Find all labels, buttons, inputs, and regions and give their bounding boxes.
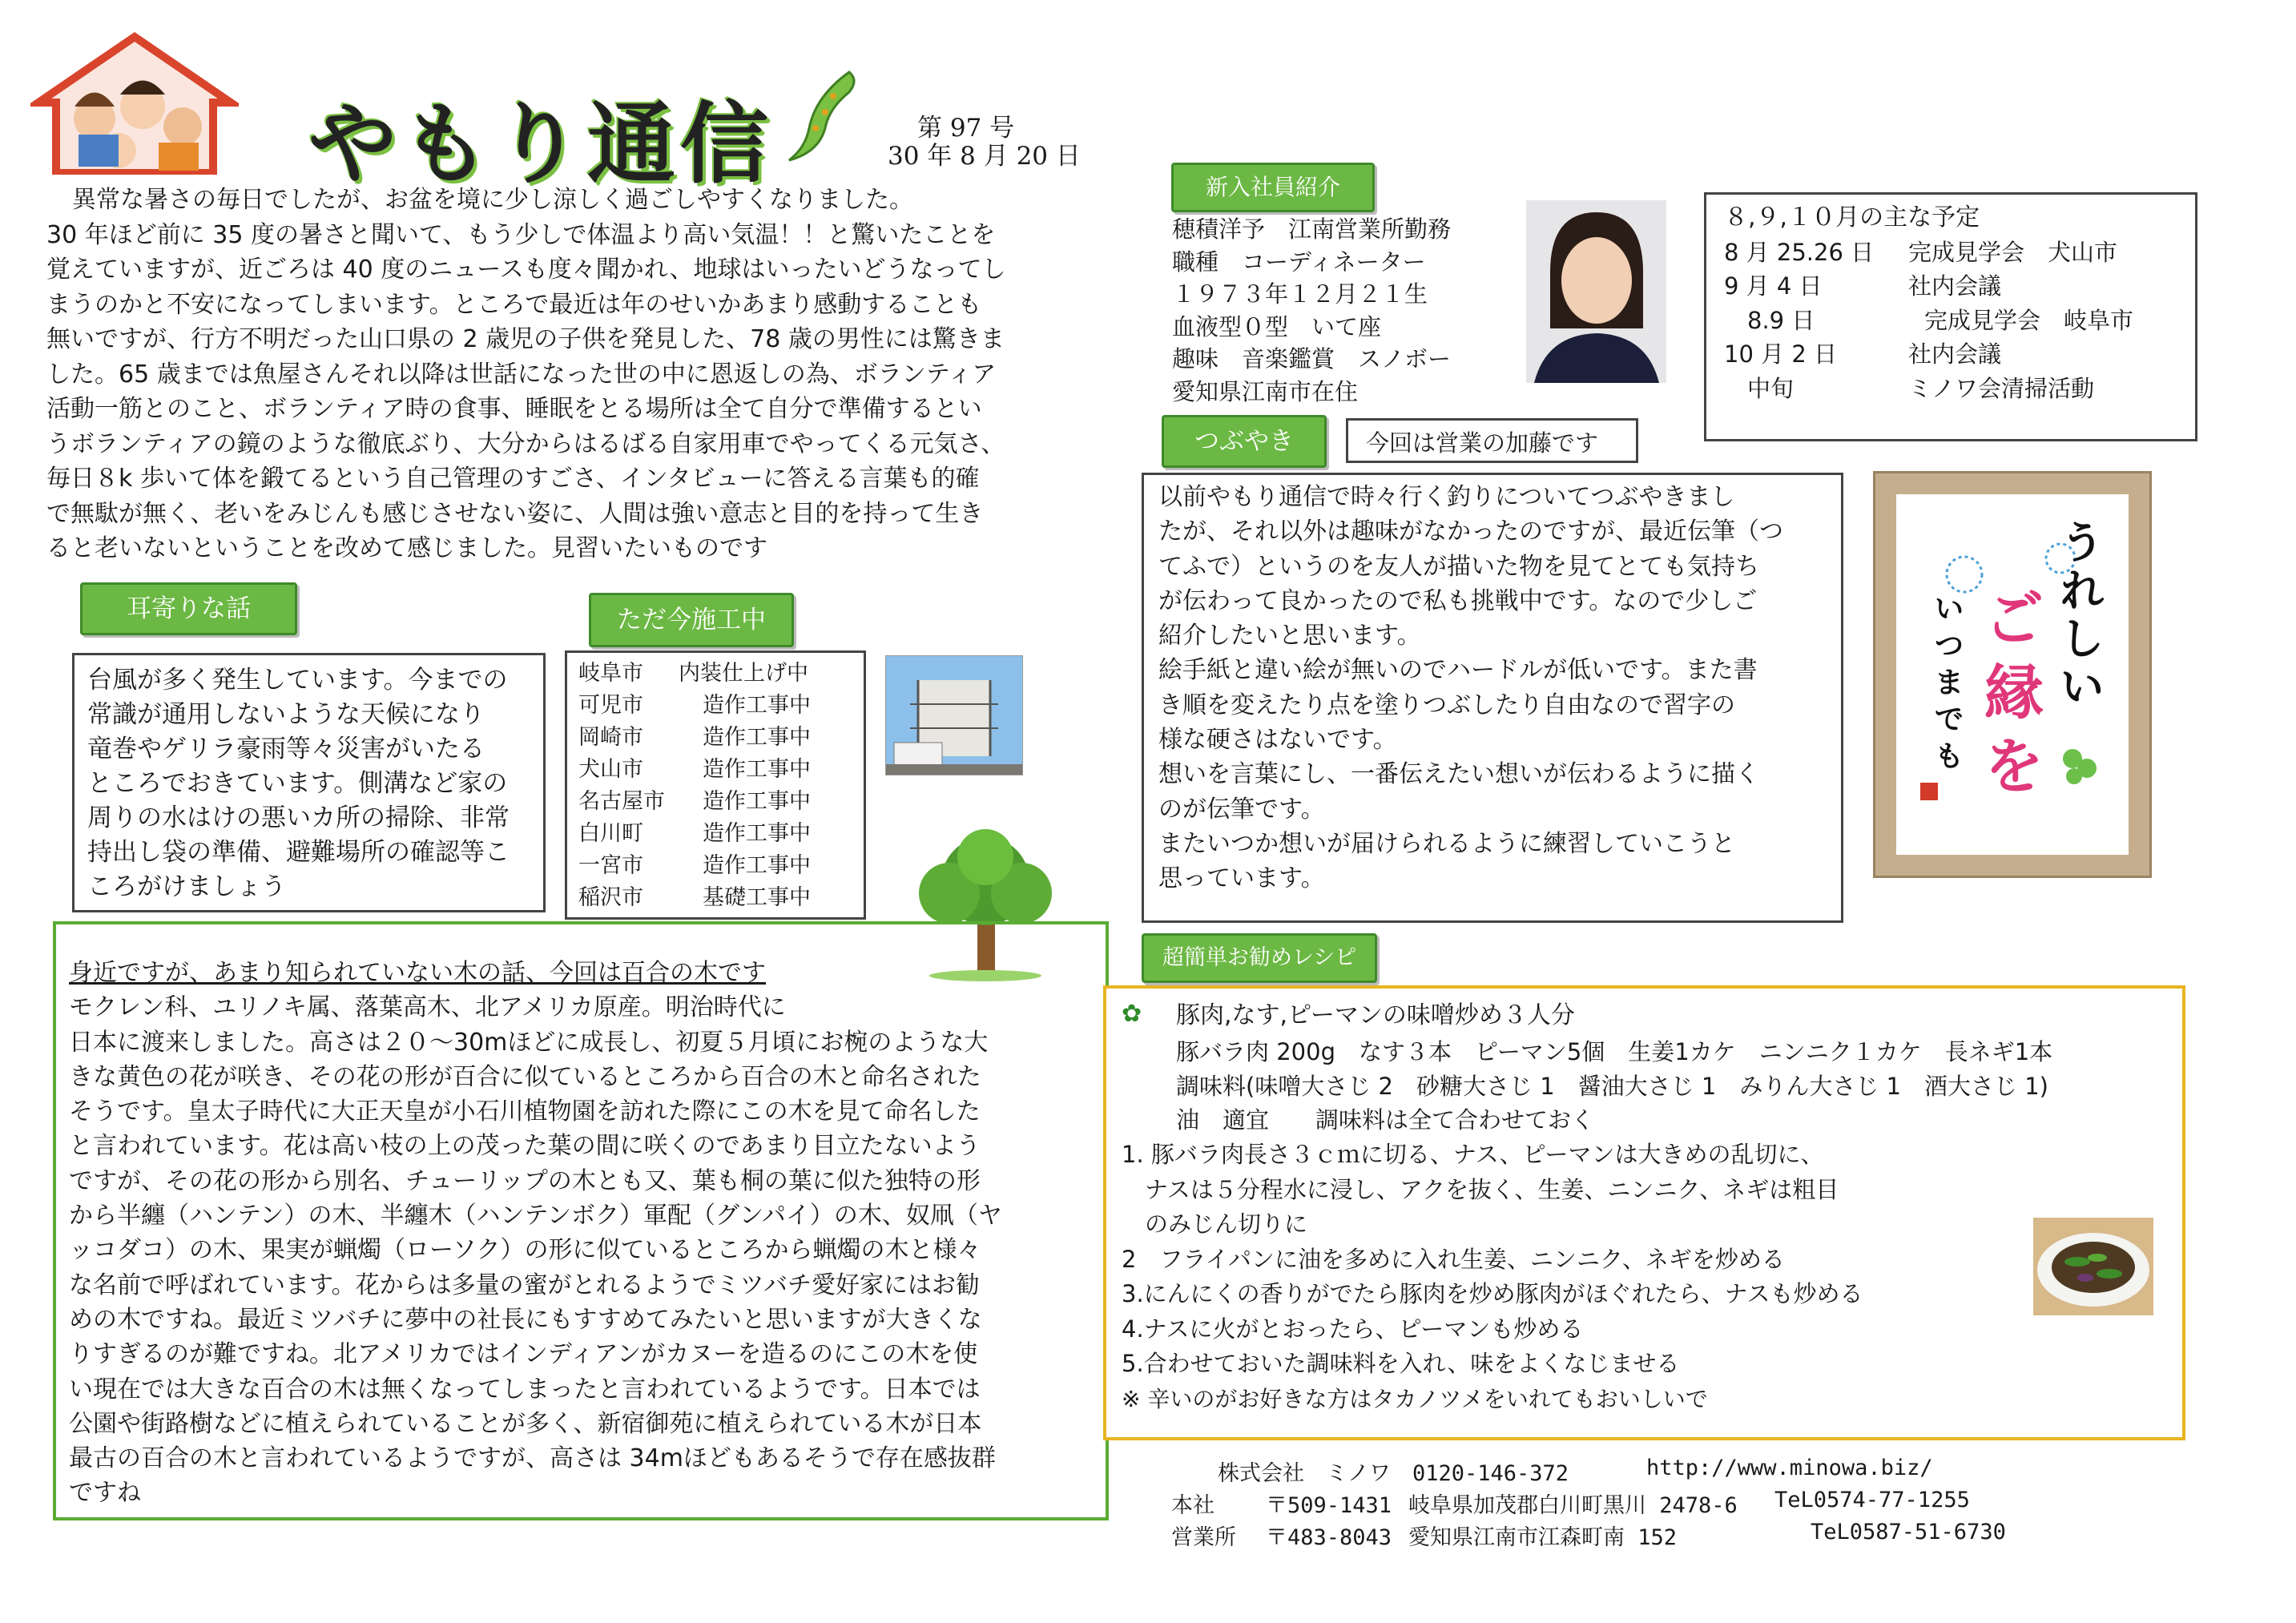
recipe-step: のみじん切りに [1122, 1210, 1308, 1238]
tree-story-line: きな黄色の花が咲き、その花の形が百合に似ているところから百合の木と命名された [69, 1062, 981, 1091]
tsubuyaki-line: が伝わって良かったので私も挑戦中です。なので少しご [1158, 586, 1758, 615]
company-url[interactable]: http://www.minowa.biz/ [1646, 1456, 1933, 1480]
tsubuyaki-line: のが伝筆です。 [1158, 795, 1325, 824]
tree-story-line: 最古の百合の木と言われているようですが、高さは 34mほどもあるそうで存在感抜群 [69, 1444, 996, 1473]
intro-line: 毎日８k 歩いて体を鍛てるという自己管理のすごさ、インタビューに答える言葉も的確 [46, 465, 980, 493]
construction-row: 可児市 造作工事中 [578, 693, 811, 718]
intro-line: 異常な暑さの毎日でしたが、お盆を境に少し涼しく過ごしやすくなりました。 [72, 186, 913, 214]
tree-story-line: めの木ですね。最近ミツバチに夢中の社長にもすすめてみたいと思いますが大きくな [69, 1305, 982, 1334]
intro-line: まうのかと不安になってしまいます。ところで最近は年のせいかあまり感動することも [46, 290, 982, 319]
tsubuyaki-line: 紹介したいと思います。 [1158, 622, 1421, 650]
tsubuyaki-line: たが、それ以外は趣味がなかったのですが、最近伝筆（つ [1158, 518, 1783, 546]
employee-line: 趣味 音楽鑑賞 スノボー [1172, 345, 1452, 373]
mimiyori-line: 竜巻やゲリラ豪雨等々災害がいたる [87, 735, 485, 763]
company-name: 株式会社 ミノワ 0120-146-372 [1218, 1461, 1569, 1486]
calligraphy-col2: ご縁を [1984, 585, 2044, 801]
recipe-step: 5.合わせておいた調味料を入れ、味をよくなじませる [1122, 1350, 1680, 1377]
construction-photo [885, 655, 1023, 775]
calligraphy-frame [1873, 471, 2152, 878]
schedule-row: 8.9 日 完成見学会 岐阜市 [1724, 306, 2134, 334]
tree-story-line: そうです。皇太子時代に大正天皇が小石川植物園を訪れた際にこの木を見て命名した [69, 1097, 981, 1126]
tree-story-line: から半纏（ハンテン）の木、半纏木（ハンテンボク）軍配（グンパイ）の木、奴凧（ヤ [69, 1202, 1002, 1230]
construction-row: 白川町 造作工事中 [578, 821, 811, 846]
tree-story-line: りすぎるのが難ですね。北アメリカではインディアンがカヌーを造るのにこの木を使 [69, 1340, 978, 1369]
construction-row: 一宮市 造作工事中 [578, 853, 811, 878]
tree-story-line: 日本に渡来しました。高さは２０～30mほどに成長し、初夏５月頃にお椀のような大 [69, 1028, 989, 1057]
intro-line: で無駄が無く、老いをみじんも感じさせない姿に、人間は強い意志と目的を持って生き [46, 499, 984, 528]
intro-line: 30 年ほど前に 35 度の暑さと聞いて、もう少しで体温より高い気温！！と驚いたことを [46, 220, 996, 249]
mimiyori-line: 台風が多く発生しています。今までの [87, 666, 508, 695]
tree-story-line: 公園や街路樹などに植えられていることが多く、新宿御苑に植えられている木が日本 [69, 1409, 982, 1438]
ingredient-line: 油 適宜 調味料は全て合わせておく [1176, 1106, 1595, 1134]
tsubuyaki-line: またいつか想いが届けられるように練習していこうと [1158, 829, 1735, 858]
tree-story-line: ですね [69, 1479, 141, 1508]
tree-story-title: 身近ですが、あまり知られていない木の話、今回は百合の木です [69, 959, 766, 987]
mimiyori-line: ころがけましょう [87, 872, 286, 901]
employee-line: １９７３年１２月２１生 [1172, 280, 1428, 308]
ingredient-line: 豚バラ肉 200g なす３本 ピーマン5個 生姜1カケ ニンニク１カケ 長ネギ1本 [1176, 1038, 2053, 1065]
employee-photo [1526, 200, 1666, 383]
construction-row: 稲沢市 基礎工事中 [578, 885, 811, 910]
recipe-step: 3.にんにくの香りがでたら豚肉を炒め豚肉がほぐれたら、ナスも炒める [1122, 1280, 1863, 1307]
newsletter-title: やもり通信 [308, 93, 773, 195]
recipe-steps [1122, 1138, 1863, 1416]
tree-story [69, 956, 1090, 1511]
intro-line: した。65 歳までは魚屋さんそれ以降は世話になった世の中に恩返しの為、ボランティア [46, 360, 997, 389]
schedule-box [1704, 192, 2197, 441]
recipe-label: 超簡単お勧めレシピ [1142, 933, 1377, 983]
employee-line: 愛知県江南市在住 [1172, 377, 1359, 405]
mimiyori-line: ところでおきています。側溝など家の [87, 769, 508, 798]
recipe-title: 豚肉,なす,ピーマンの味噌炒め３人分 [1176, 1001, 1575, 1029]
tsubuyaki-line: き順を変えたり点を塗りつぶしたり自由なので習字の [1158, 691, 1735, 719]
recipe-step: ナスは５分程水に浸し、アクを抜く、生姜、ニンニク、ネギは粗目 [1122, 1175, 1839, 1203]
tsubuyaki-note: 今回は営業の加藤です [1346, 418, 1638, 463]
ingredient-line: 調味料(味噌大さじ 2 砂糖大さじ 1 醤油大さじ 1 みりん大さじ 1 酒大さじ 1) [1176, 1072, 2048, 1100]
office-label: 営業所 [1171, 1525, 1236, 1550]
schedule-row: 中旬 ミノワ会清掃活動 [1724, 374, 2095, 402]
mimiyori-line: 持出し袋の準備、避難場所の確認等こ [87, 838, 510, 867]
schedule-row: 10 月 2 日 社内会議 [1724, 340, 2002, 368]
intro-line: 無いですが、行方不明だった山口県の 2 歳児の子供を発見した、78 歳の男性には驚きま [46, 325, 1005, 353]
construction-row: 岐阜市 内装仕上げ中 [578, 661, 808, 686]
hq-zip: 〒509-1431 [1266, 1493, 1392, 1518]
tsubuyaki-line: 絵手紙と違い絵が無いのでハードルが低いです。また書 [1158, 656, 1758, 685]
tsubuyaki-line: 以前やもり通信で時々行く釣りについてつぶやきまし [1158, 483, 1735, 511]
construction-row: 岡崎市 造作工事中 [578, 725, 811, 750]
intro-text [46, 183, 1104, 566]
flower-icon: ✿ [1122, 1000, 1142, 1028]
tree-story-line: い現在では大きな百合の木は無くなってしまったと言われているようです。日本では [69, 1375, 981, 1404]
mimiyori-line: 周りの水はけの悪いカ所の掃除、非常 [87, 803, 510, 832]
tsubuyaki-line: てふで）というのを友人が描いた物を見てとても気持ち [1158, 552, 1759, 581]
schedule-row: 8 月 25.26 日 完成見学会 犬山市 [1724, 238, 2118, 266]
hq-tel: TeL0574-77-1255 [1774, 1488, 1970, 1512]
calligraphy-col1: うれしい [2060, 517, 2104, 712]
intro-line: 活動一筋とのこと、ボランティア時の食事、睡眠をとる場所は全て自分で準備するとい [46, 395, 982, 423]
mimiyori-box [72, 653, 546, 912]
construction-row: 名古屋市 造作工事中 [578, 789, 811, 814]
intro-line: うボランティアの鏡のような徹底ぶり、大分からはるばる自家用車でやってくる元気さ、 [46, 429, 1005, 458]
mimiyori-line: 常識が通用しないような天候になり [87, 700, 485, 729]
intro-line: ると老いないということを改めて感じました。見習いたいものです [46, 534, 767, 562]
dish-photo [2033, 1218, 2153, 1315]
recipe-ingredients [1176, 1035, 2052, 1138]
recipe-step: ※ 辛いのがお好きな方はタカノツメをいれてもおいしいで [1122, 1385, 1708, 1412]
construction-label: ただ今施工中 [589, 593, 794, 647]
hq-label: 本社 [1171, 1493, 1214, 1518]
tree-story-line: と言われています。花は高い枝の上の茂った葉の間に咲くのであまり目立たないよう [69, 1132, 981, 1161]
house-logo [30, 30, 239, 175]
recipe-step: 2 フライパンに油を多めに入れ生姜、ニンニク、ネギを炒める [1122, 1245, 1785, 1273]
tsubuyaki-line: 様な硬さはないです。 [1158, 726, 1397, 755]
issue-number: 第 97 号 [917, 114, 1015, 143]
recipe-step: 1. 豚バラ肉長さ３ｃｍに切る、ナス、ピーマンは大きめの乱切に、 [1122, 1141, 1824, 1168]
employee-line: 穂積洋予 江南営業所勤務 [1172, 215, 1452, 243]
tsubuyaki-line: 想いを言葉にし、一番伝えたい想いが伝わるように描く [1158, 760, 1759, 789]
tree-story-line: な名前で呼ばれています。花からは多量の蜜がとれるようでミツバチ愛好家にはお勧 [69, 1271, 980, 1299]
office-tel: TeL0587-51-6730 [1811, 1520, 2006, 1544]
tsubuyaki-label: つぶやき [1162, 415, 1327, 468]
schedule-row: 9 月 4 日 社内会議 [1724, 272, 2002, 300]
new-employee-info [1172, 213, 1451, 408]
mimiyori-label: 耳寄りな話 [80, 582, 297, 635]
tree-story-line: ッコダコ）の木、果実が蝋燭（ローソク）の形に似ているところから蝋燭の木と様々 [69, 1236, 981, 1265]
gecko-icon [777, 64, 865, 168]
construction-row: 犬山市 造作工事中 [578, 757, 811, 782]
construction-box [565, 650, 866, 920]
office-address: 愛知県江南市江森町南 152 [1408, 1525, 1678, 1550]
hq-address: 岐阜県加茂郡白川町黒川 2478-6 [1408, 1493, 1738, 1518]
tsubuyaki-line: 思っています。 [1158, 864, 1325, 893]
calligraphy-col3: いつまでも [1935, 592, 1964, 773]
recipe-step: 4.ナスに火がとおったら、ピーマンも炒める [1122, 1315, 1584, 1343]
tree-story-line: モクレン科、ユリノキ属、落葉高木、北アメリカ原産。明治時代に [69, 993, 786, 1022]
employee-line: 職種 コーディネーター [1172, 248, 1426, 276]
intro-line: 覚えていますが、近ごろは 40 度のニュースも度々聞かれ、地球はいったいどうなってし [46, 256, 1006, 284]
tsubuyaki-box [1142, 473, 1843, 923]
schedule-title: ８,９,１０月の主な予定 [1724, 203, 1980, 232]
office-zip: 〒483-8043 [1266, 1525, 1392, 1550]
issue-date: 30 年 8 月 20 日 [888, 142, 1081, 171]
new-employee-label: 新入社員紹介 [1171, 163, 1375, 212]
employee-line: 血液型０型 いて座 [1172, 312, 1382, 340]
tree-story-line: ですが、その花の形から別名、チューリップの木とも又、葉も桐の葉に似た独特の形 [69, 1166, 981, 1195]
